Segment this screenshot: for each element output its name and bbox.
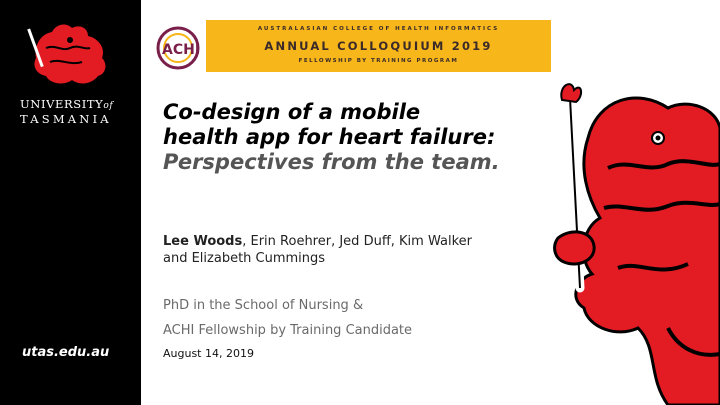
achi-logo-text: ACHI: [162, 42, 201, 58]
colloquium-banner: [206, 20, 551, 72]
candidate-line2: ACHI Fellowship by Training Candidate: [163, 323, 413, 338]
presentation-date: August 14, 2019: [163, 347, 254, 360]
university-lion-logo: [26, 18, 112, 90]
university-name: [20, 97, 130, 126]
utas-url-link[interactable]: utas.edu.au: [22, 345, 110, 360]
university-line1: UNIVERSITY: [20, 97, 104, 111]
decorative-lion-icon: [548, 78, 720, 405]
authors: [163, 233, 543, 267]
university-line2: TASMANIA: [20, 112, 112, 126]
candidate-line1: PhD in the School of Nursing &: [163, 298, 364, 313]
banner-bottom-text: FELLOWSHIP BY TRAINING PROGRAM: [298, 58, 459, 64]
co-authors-line2: and Elizabeth Cummings: [163, 251, 326, 266]
banner-mid-text: ANNUAL COLLOQUIUM 2019: [264, 39, 493, 53]
title-line1: Co-design of a mobile: [163, 100, 421, 124]
achi-logo-icon: [156, 24, 206, 72]
title-line2: health app for heart failure:: [163, 125, 496, 149]
university-of: of: [103, 101, 114, 111]
lead-author: Lee Woods: [163, 234, 243, 249]
title-subtitle: Perspectives from the team.: [163, 150, 500, 174]
sidebar: [0, 0, 141, 405]
banner-top-text: AUSTRALASIAN COLLEGE OF HEALTH INFORMATICS: [257, 26, 500, 32]
candidate-info: [163, 293, 523, 343]
co-authors-line1: , Erin Roehrer, Jed Duff, Kim Walker: [242, 234, 472, 249]
slide-title: [163, 100, 563, 175]
